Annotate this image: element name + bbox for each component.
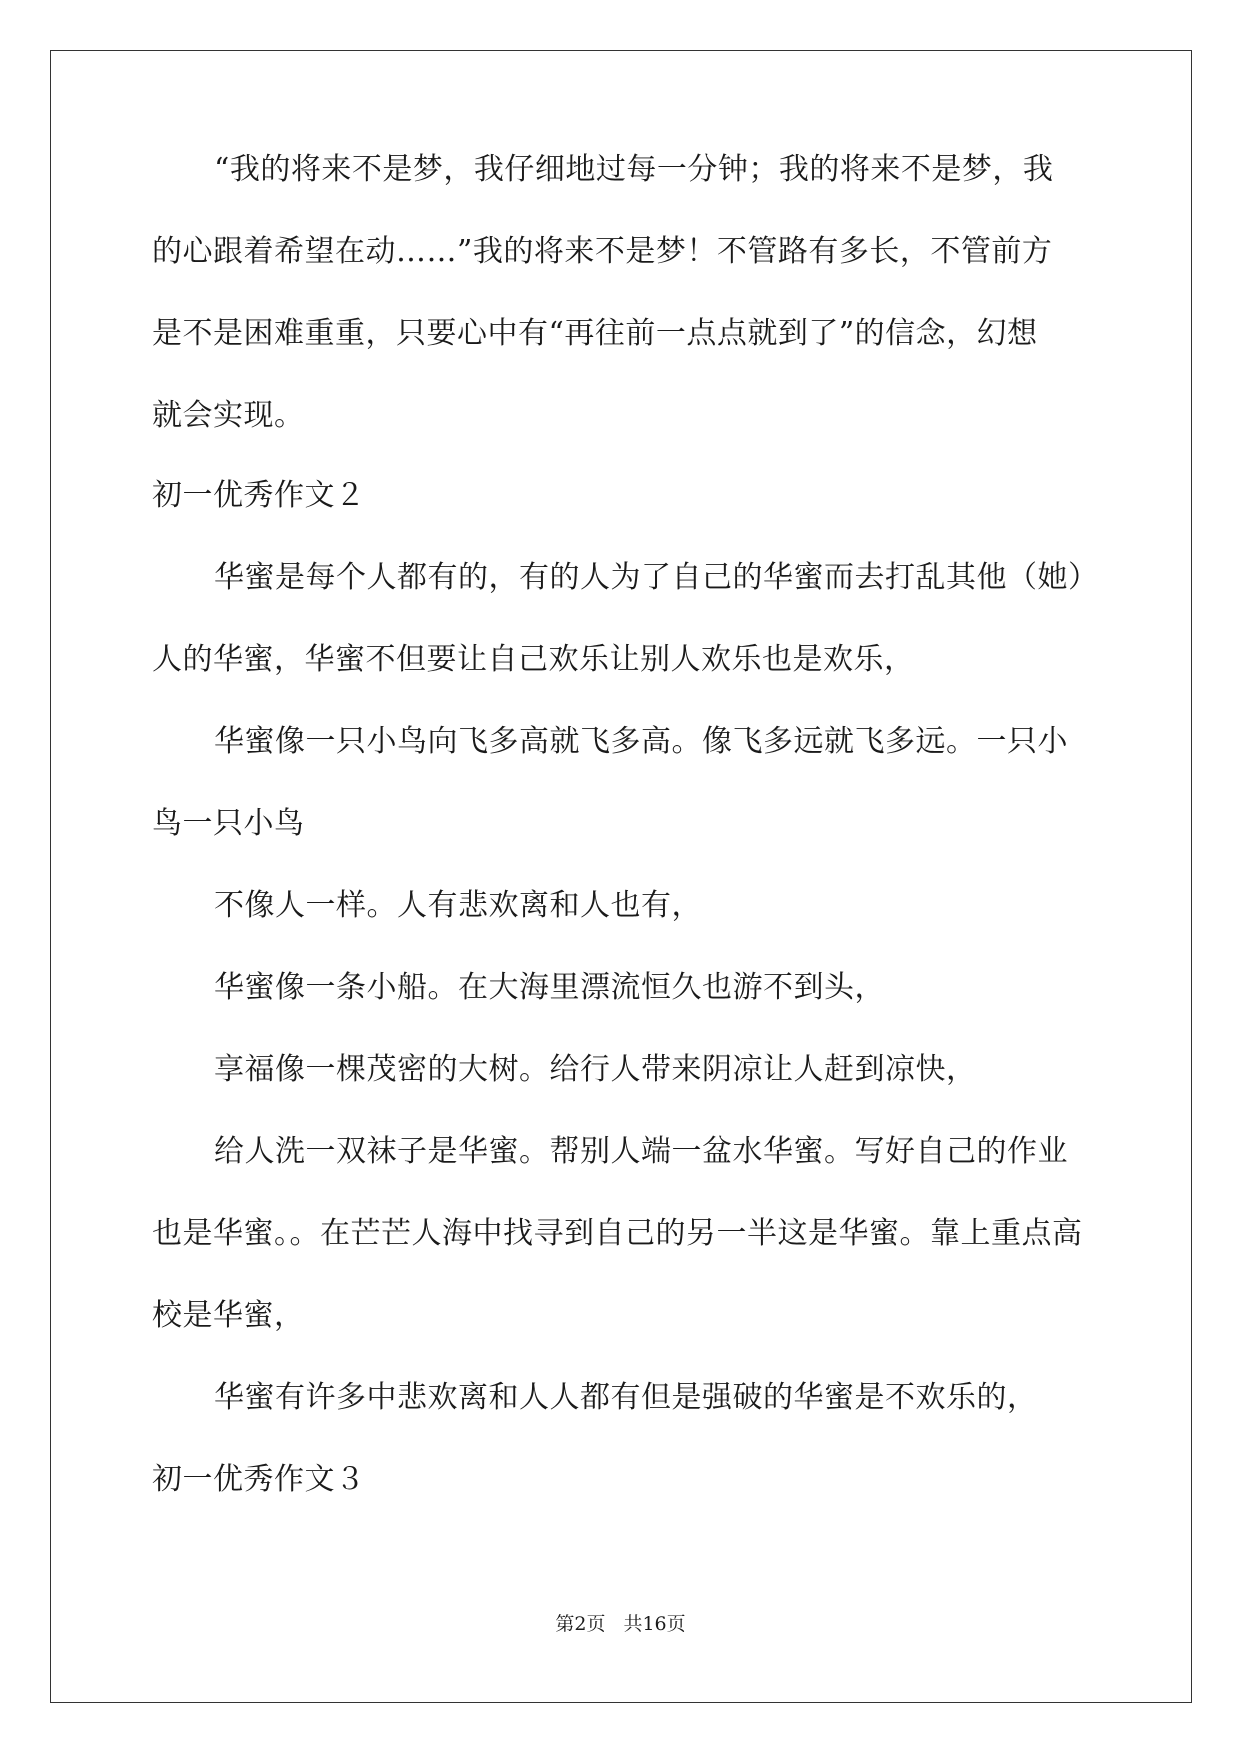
- paragraph-line: 华蜜像一条小船。在大海里漂流恒久也游不到头，: [214, 970, 885, 1005]
- paragraph-line: 就会实现。: [152, 398, 305, 433]
- paragraph-line: 是不是困难重重，只要心中有“再往前一点点就到了”的信念，幻想: [152, 316, 1038, 351]
- paragraph-line: “我的将来不是梦，我仔细地过每一分钟；我的将来不是梦，我: [214, 152, 1054, 187]
- paragraph-line: 给人洗一双袜子是华蜜。帮别人端一盆水华蜜。写好自己的作业: [214, 1134, 1068, 1169]
- page-total: 共16页: [623, 1613, 686, 1635]
- page-border: [50, 50, 1192, 1703]
- paragraph-line: 校是华蜜，: [152, 1298, 305, 1333]
- section-heading: 初一优秀作文３: [152, 1462, 366, 1497]
- paragraph-line: 也是华蜜。。在芒芒人海中找寻到自己的另一半这是华蜜。靠上重点高: [152, 1216, 1083, 1251]
- paragraph-line: 华蜜是每个人都有的，有的人为了自己的华蜜而去打乱其他（她）: [214, 560, 1099, 595]
- section-heading: 初一优秀作文２: [152, 478, 366, 513]
- paragraph-line: 鸟一只小鸟: [152, 806, 305, 841]
- paragraph-line: 人的华蜜，华蜜不但要让自己欢乐让别人欢乐也是欢乐，: [152, 642, 915, 677]
- paragraph-line: 华蜜像一只小鸟向飞多高就飞多高。像飞多远就飞多远。一只小: [214, 724, 1068, 759]
- page-number: 第2页: [555, 1613, 606, 1635]
- paragraph-line: 华蜜有许多中悲欢离和人人都有但是强破的华蜜是不欢乐的，: [214, 1380, 1038, 1415]
- paragraph-line: 的心跟着希望在动……”我的将来不是梦！不管路有多长，不管前方: [152, 234, 1053, 269]
- page-footer: [0, 1612, 1241, 1636]
- paragraph-line: 享福像一棵茂密的大树。给行人带来阴凉让人赶到凉快，: [214, 1052, 977, 1087]
- paragraph-line: 不像人一样。人有悲欢离和人也有，: [214, 888, 702, 923]
